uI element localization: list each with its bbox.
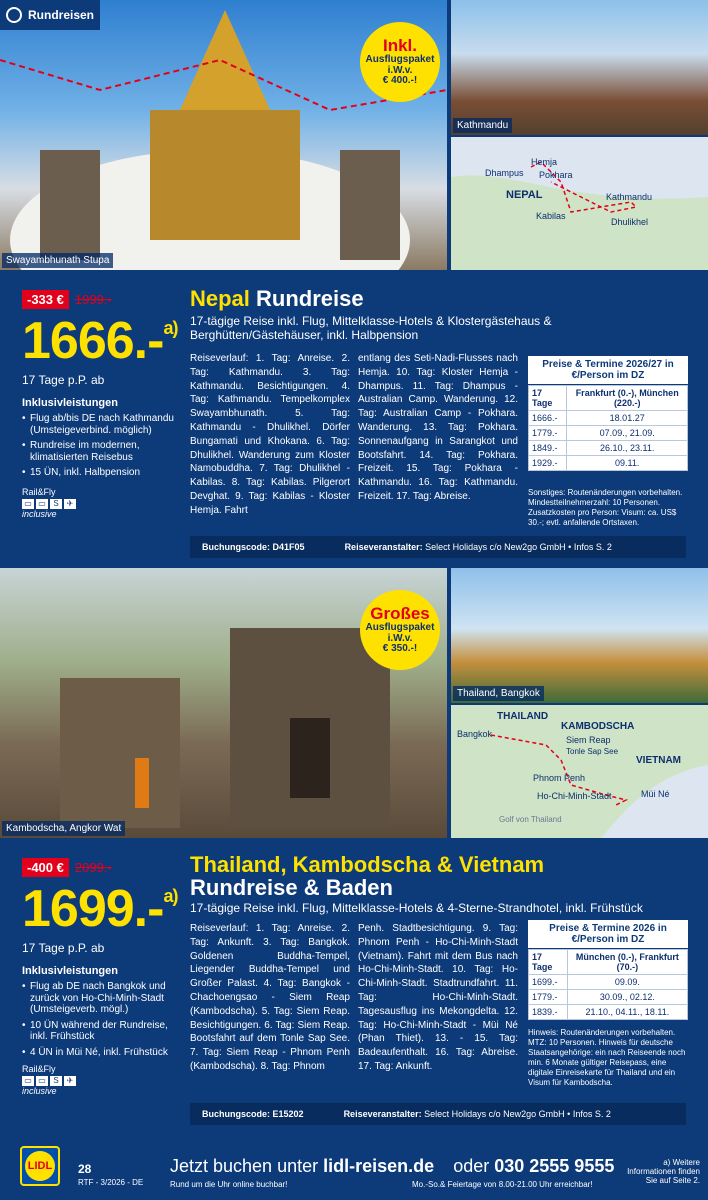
list-item: • 10 ÜN während der Rundreise, inkl. Frühstück bbox=[22, 1020, 178, 1043]
operator-label: Reiseveranstalter: bbox=[343, 1109, 422, 1119]
nepal-price-column bbox=[0, 290, 178, 519]
table-head: 17 Tage bbox=[529, 950, 568, 975]
table-row bbox=[529, 975, 688, 990]
list-item: • 4 ÜN in Müi Né, inkl. Frühstück bbox=[22, 1047, 178, 1059]
operator-value: Select Holidays c/o New2go GmbH • Infos S. 2 bbox=[425, 542, 612, 552]
lidl-logo bbox=[20, 1146, 60, 1186]
booking-code bbox=[202, 1109, 304, 1119]
badge-line: € 350.-! bbox=[382, 643, 418, 655]
cta-sub2: Mo.-So.& Feiertage von 8.00-21.00 Uhr erreichbar! bbox=[412, 1180, 593, 1189]
operator bbox=[344, 1109, 611, 1119]
map-label: Tonle Sap See bbox=[566, 747, 619, 756]
table-row bbox=[529, 1005, 688, 1020]
offer-badge bbox=[360, 590, 440, 670]
price-table bbox=[528, 920, 688, 1020]
badge-line: Ausflugspaket bbox=[365, 622, 435, 634]
map-label: Siem Reap bbox=[566, 735, 611, 745]
table-cell: 07.09., 21.09. bbox=[567, 426, 688, 441]
sbahn-icon: S bbox=[50, 1076, 62, 1086]
price-table bbox=[528, 356, 688, 471]
photo-caption: Thailand, Bangkok bbox=[453, 686, 544, 701]
transport-icons bbox=[22, 499, 178, 509]
table-row bbox=[529, 426, 688, 441]
inclusive-title: Inklusivleistungen bbox=[22, 397, 118, 409]
table-row bbox=[529, 990, 688, 1005]
operator bbox=[345, 542, 612, 552]
map-label: Dhulikhel bbox=[611, 217, 649, 227]
list-item: • Rundreise im modernen, klimatisierten Reisebus bbox=[22, 440, 178, 463]
photo-caption: Kambodscha, Angkor Wat bbox=[2, 821, 125, 836]
globe-icon bbox=[6, 7, 22, 23]
map-label: Bangkok bbox=[457, 729, 493, 739]
price-value: 1666.- bbox=[22, 312, 164, 370]
badge-line: Ausflugspaket bbox=[365, 54, 435, 66]
old-price: 1999.- bbox=[74, 292, 112, 307]
table-title: Preise & Termine 2026 in €/Person im DZ bbox=[528, 920, 688, 949]
discount-row bbox=[22, 858, 178, 877]
price-footnote: a) bbox=[163, 886, 178, 906]
table-head: Frankfurt (0.-), München (220.-) bbox=[567, 386, 688, 411]
list-item: • Flug ab DE nach Bangkok und zurück von Ho-Chi-Minh-Stadt (Umsteigeverb. mögl.) bbox=[22, 981, 178, 1016]
table-header-row bbox=[529, 950, 688, 975]
table-row bbox=[529, 411, 688, 426]
table-title: Preise & Termine 2026/27 in €/Person im DZ bbox=[528, 356, 688, 385]
table-cell: 26.10., 23.11. bbox=[567, 441, 688, 456]
table-cell: 1779.- bbox=[529, 990, 568, 1005]
table-cell: 09.09. bbox=[567, 975, 687, 990]
map-label: Hemja bbox=[531, 157, 558, 167]
kathmandu-photo bbox=[451, 0, 708, 135]
route-map bbox=[451, 137, 708, 270]
table-cell: 1929.- bbox=[529, 456, 567, 471]
price-footnote: a) bbox=[163, 318, 178, 338]
thai-price-column bbox=[0, 858, 178, 1096]
logo-text: LIDL bbox=[25, 1151, 55, 1181]
list-item: • Flug ab/bis DE nach Kathmandu (Umsteigeverbind. möglich) bbox=[22, 413, 178, 436]
price-grid bbox=[528, 949, 688, 1020]
itinerary-col2: Penh. Stadtbesichtigung. 9. Tag: Phnom Penh - Ho-Chi-Minh-Stadt (Vietnam). Fahrt mit dem Bus nach Ho-Chi-Minh-Stadt. 10. Tag: Ho-Chi-Minh-Stadt. Stadtrundfahrt. 11. Tag: Ho-Chi-Minh-Stadt. Tagesausflug ins Mekongdelta. 12. Tag: Ho-Chi-Minh-Stadt - Müi Né (Phan Thiet). 13. - 15. Tag: Badeaufenthalt. 16. Tag: Abreise. 17. Tag: Ankunft. bbox=[358, 923, 518, 1072]
cta-sub1: Rund um die Uhr online buchbar! bbox=[170, 1180, 288, 1189]
table-head: 17 Tage bbox=[529, 386, 567, 411]
page-footer bbox=[0, 1130, 708, 1200]
train-icon: ▭ bbox=[22, 499, 34, 509]
offer-subtitle: 17-tägige Reise inkl. Flug, Mittelklasse-Hotels & Klostergästehaus & Berghütten/Gästehäuser, inkl. Halbpension bbox=[190, 314, 552, 342]
table-cell: 1779.- bbox=[529, 426, 567, 441]
cta-line bbox=[170, 1156, 614, 1177]
offer-title bbox=[190, 286, 700, 312]
map-label: VIETNAM bbox=[636, 755, 681, 766]
table-header-row bbox=[529, 386, 688, 411]
nepal-map bbox=[451, 137, 708, 270]
railfly-label: Rail&Fly bbox=[22, 486, 56, 497]
table-cell: 18.01.27 bbox=[567, 411, 688, 426]
itinerary-col1: Reiseverlauf: 1. Tag: Anreise. 2. Tag: Kathmandu. 3. Tag: Kathmandu. Besichtigungen. 4. Tag: Kathmandu. Tempelkomplex Swayambhunath. 5. Tag: Kathmandu - Dhulikhel. Dörfer Bungamati und Khokana. 6. Tag: Dhulikhel. Wanderung zum Kloster Namobuddha. 7. Tag: Dhulikhel - Kabilas. 8. Tag: Kabilas. Pilgerort Devghat. 9. Tag: Kabilas - Kloster Hemja. Fahrt bbox=[190, 353, 350, 516]
map-label: Dhampus bbox=[485, 168, 524, 178]
booking-code bbox=[202, 542, 305, 552]
booking-label: Buchungscode: bbox=[202, 1109, 271, 1119]
price-days: 17 Tage p.P. ab bbox=[22, 373, 105, 387]
map-label: Müi Né bbox=[641, 789, 670, 799]
map-label: Golf von Thailand bbox=[499, 815, 562, 824]
inclusive-label: inclusive bbox=[22, 508, 57, 519]
table-row bbox=[529, 456, 688, 471]
map-label: Kabilas bbox=[536, 211, 566, 221]
booking-value: E15202 bbox=[272, 1109, 304, 1119]
table-note: Sonstiges: Routenänderungen vorbehalten. Mindestteilnehmerzahl: 10 Personen. Zusatzkosten pro Person: Visum: ca. US$ 30.-; evtl. anfallende Ortstaxen. bbox=[528, 488, 683, 527]
old-price: 2099.- bbox=[74, 860, 112, 875]
photo-caption: Swayambhunath Stupa bbox=[2, 253, 113, 268]
price-value: 1699.- bbox=[22, 880, 164, 938]
discount-badge: -333 € bbox=[22, 290, 69, 309]
price bbox=[22, 312, 178, 370]
discount-badge: -400 € bbox=[22, 858, 69, 877]
inclusive-list bbox=[22, 981, 178, 1058]
table-cell: 1839.- bbox=[529, 1005, 568, 1020]
map-label: Kathmandu bbox=[606, 192, 653, 202]
map-label: Phnom Penh bbox=[533, 773, 586, 783]
title-highlight: Nepal bbox=[190, 286, 250, 311]
offer-title-line2: Rundreise & Baden bbox=[190, 875, 393, 901]
section-title: Rundreisen bbox=[28, 8, 95, 22]
operator-value: Select Holidays c/o New2go GmbH • Infos S. 2 bbox=[424, 1109, 611, 1119]
itinerary-col1: Reiseverlauf: 1. Tag: Anreise. 2. Tag: Ankunft. 3. Tag: Bangkok. Goldenen Buddha-Tempel, Liegender Buddha-Tempel und Großer Palast. 4. Tag: Bangkok - Chachoengsao - Siem Reap (Kambodscha). 5. Tag: Siem Reap. Besichtigungen. 6. Tag: Siem Reap. Bootsfahrt auf dem Tonle Sap See. 7. Tag: Siem Reap - Phnom Penh (Kambodscha). 8. Tag: Phnom bbox=[190, 923, 350, 1072]
photo-caption: Kathmandu bbox=[453, 118, 512, 133]
booking-bar bbox=[190, 536, 686, 558]
map-label: Pokhara bbox=[539, 170, 573, 180]
table-row bbox=[529, 441, 688, 456]
cta-phone[interactable]: 030 2555 9555 bbox=[494, 1156, 615, 1176]
bus-icon: ▭ bbox=[36, 499, 48, 509]
table-cell: 1699.- bbox=[529, 975, 568, 990]
page-number: 28 bbox=[78, 1162, 92, 1176]
cta-pre: Jetzt buchen unter bbox=[170, 1156, 319, 1176]
table-note: Hinweis: Routenänderungen vorbehalten. MTZ: 10 Personen. Hinweis für deutsche Staatsangehörige: ein nach Reiseende noch min. 6 Monate gültiger Reisepass, eine digitale Einreisekarte für Thailand und ein Visum für Kambodscha. bbox=[528, 1028, 686, 1087]
thai-content bbox=[190, 853, 700, 915]
plane-icon: ✈ bbox=[64, 499, 76, 509]
bus-icon: ▭ bbox=[36, 1076, 48, 1086]
map-label: NEPAL bbox=[506, 189, 543, 201]
operator-label: Reiseveranstalter: bbox=[344, 542, 423, 552]
booking-label: Buchungscode: bbox=[202, 542, 271, 552]
inclusive-title: Inklusivleistungen bbox=[22, 965, 118, 977]
transport-icons bbox=[22, 1076, 178, 1086]
offer-title: Thailand, Kambodscha & Vietnam bbox=[190, 852, 545, 877]
nepal-content bbox=[190, 286, 700, 342]
list-item: • 15 ÜN, inkl. Halbpension bbox=[22, 467, 178, 479]
section-tag bbox=[0, 0, 100, 30]
badge-line: i.W.v. bbox=[387, 64, 413, 76]
footer-info: a) Weitere Informationen finden Sie auf Seite 2. bbox=[627, 1158, 700, 1185]
map-label: KAMBODSCHA bbox=[561, 721, 635, 732]
cta-url[interactable]: lidl-reisen.de bbox=[323, 1156, 435, 1176]
table-cell: 09.11. bbox=[567, 456, 688, 471]
inclusive-list bbox=[22, 413, 178, 479]
table-head: München (0.-), Frankfurt (70.-) bbox=[567, 950, 687, 975]
offer-subtitle: 17-tägige Reise inkl. Flug, Mittelklasse-Hotels & 4-Sterne-Strandhotel, inkl. Frühstück bbox=[190, 901, 643, 916]
issue-code: RTF - 3/2026 - DE bbox=[78, 1178, 144, 1187]
table-cell: 21.10., 04.11., 18.11. bbox=[567, 1005, 687, 1020]
price-grid bbox=[528, 385, 688, 471]
map-label: Ho-Chi-Minh-Stadt bbox=[537, 791, 612, 801]
map-label: THAILAND bbox=[497, 711, 549, 722]
badge-line: € 400.-! bbox=[382, 75, 418, 87]
inclusive-label: inclusive bbox=[22, 1086, 57, 1096]
badge-line: i.W.v. bbox=[387, 632, 413, 644]
sbahn-icon: S bbox=[50, 499, 62, 509]
booking-bar bbox=[190, 1103, 686, 1125]
railfly-label: Rail&Fly bbox=[22, 1064, 56, 1074]
booking-value: D41F05 bbox=[272, 542, 305, 552]
title-rest: Rundreise bbox=[256, 286, 364, 311]
table-cell: 1849.- bbox=[529, 441, 567, 456]
badge-line: Großes bbox=[370, 604, 430, 624]
badge-line: Inkl. bbox=[382, 36, 417, 56]
price bbox=[22, 880, 178, 938]
itinerary-col2: entlang des Seti-Nadi-Flusses nach Hemja. 10. Tag: Kloster Hemja - Dhampus. 11. Tag: Dhampus - Australian Camp. Wanderung. 12. Tag: Australian Camp - Pokhara. Wanderung. 13. Tag: Pokhara. Sonnenaufgang in Sarangkot und Bootsfahrt. 14. Tag: Pokhara. Freizeit. 15. Tag: Pokhara - Kathmandu. 16. Tag: Kathmandu. Freizeit. 17. Tag: Abreise. bbox=[358, 353, 518, 502]
price-days: 17 Tage p.P. ab bbox=[22, 941, 105, 955]
train-icon: ▭ bbox=[22, 1076, 34, 1086]
bangkok-photo bbox=[451, 568, 708, 703]
table-cell: 1666.- bbox=[529, 411, 567, 426]
asia-map bbox=[451, 705, 708, 838]
table-cell: 30.09., 02.12. bbox=[567, 990, 687, 1005]
plane-icon: ✈ bbox=[64, 1076, 76, 1086]
offer-badge bbox=[360, 22, 440, 102]
cta-mid: oder bbox=[453, 1156, 490, 1176]
discount-row bbox=[22, 290, 178, 309]
